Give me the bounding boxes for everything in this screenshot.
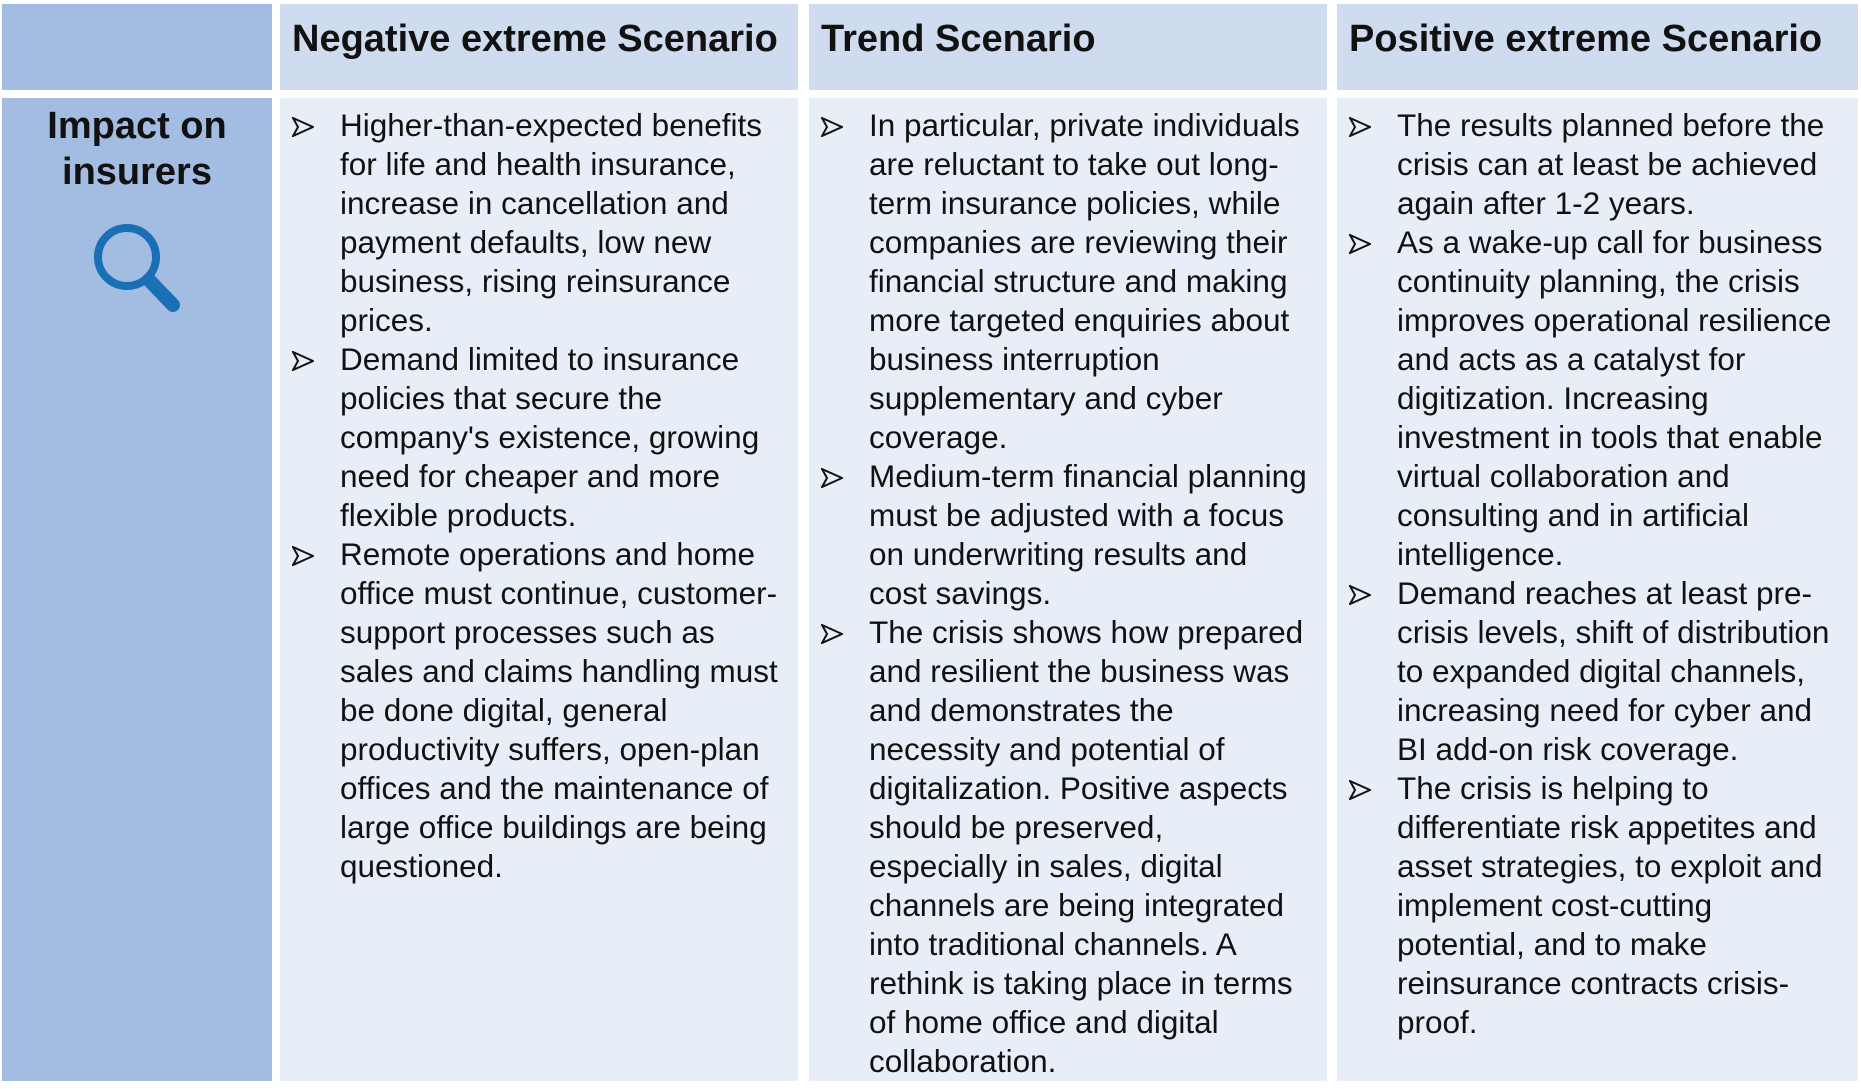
bullet-text: The results planned before the crisis can at least be achieved again after 1-2 years. [1397, 107, 1825, 221]
arrowhead-bullet-icon [292, 351, 314, 371]
bullet-text: In particular, private individuals are reluctant to take out long- term insurance policies, while companies are reviewing their financial structure and making more targeted enquiries about business interruption supplementary and cyber coverage. [869, 107, 1300, 455]
row-label [2, 103, 272, 195]
arrowhead-bullet-icon [821, 624, 843, 644]
positive-bullet-list [1337, 106, 1858, 1042]
negative-bullet-list [280, 106, 798, 886]
bullet-item [1337, 769, 1858, 1042]
header-positive-scenario: Positive extreme Scenario [1337, 4, 1858, 90]
table-corner-cell [2, 4, 272, 90]
magnifying-glass-icon [87, 219, 187, 319]
bullet-text: Demand reaches at least pre- crisis levels, shift of distribution to expanded digital channels, increasing need for cyber and BI add-on risk coverage. [1397, 575, 1830, 767]
arrowhead-bullet-icon [1349, 117, 1371, 137]
trend-scenario-cell [809, 98, 1327, 1081]
bullet-item [1337, 106, 1858, 223]
bullet-item [1337, 574, 1858, 769]
arrowhead-bullet-icon [821, 117, 843, 137]
negative-scenario-cell [280, 98, 798, 1081]
bullet-text: The crisis is helping to differentiate risk appetites and asset strategies, to exploit and implement cost-cutting potential, and to make reinsurance contracts crisis- proof. [1397, 770, 1823, 1040]
trend-bullet-list [809, 106, 1327, 1081]
arrowhead-bullet-icon [1349, 234, 1371, 254]
positive-scenario-cell [1337, 98, 1858, 1081]
bullet-text: Demand limited to insurance policies that secure the company's existence, growing need for cheaper and more flexible products. [340, 341, 760, 533]
bullet-text: Medium-term financial planning must be adjusted with a focus on underwriting results and cost savings. [869, 458, 1307, 611]
arrowhead-bullet-icon [292, 546, 314, 566]
bullet-item [809, 613, 1327, 1081]
bullet-text: As a wake-up call for business continuity planning, the crisis improves operational resilience and acts as a catalyst for digitization. Increasing investment in tools that enable virtual collaboration and consulting and in artificial intelligence. [1397, 224, 1832, 572]
bullet-item [280, 535, 798, 886]
bullet-item [280, 106, 798, 340]
arrowhead-bullet-icon [1349, 780, 1371, 800]
arrowhead-bullet-icon [292, 117, 314, 137]
bullet-text: Remote operations and home office must continue, customer- support processes such as sales and claims handling must be done digital, general productivity suffers, open-plan offices and the maintenance of large office buildings are being questioned. [340, 536, 778, 884]
bullet-item [1337, 223, 1858, 574]
bullet-item [280, 340, 798, 535]
bullet-text: Higher-than-expected benefits for life and health insurance, increase in cancellation and payment defaults, low new business, rising reinsurance prices. [340, 107, 763, 338]
header-trend-scenario: Trend Scenario [809, 4, 1327, 90]
bullet-item [809, 457, 1327, 613]
header-negative-scenario: Negative extreme Scenario [280, 4, 798, 90]
row-label-text: Impact on insurers [47, 105, 227, 193]
arrowhead-bullet-icon [1349, 585, 1371, 605]
bullet-text: The crisis shows how prepared and resilient the business was and demonstrates the necessity and potential of digitalization. Positive aspects should be preserved, especially in sales, digital channels are being integrated into traditional channels. A rethink is taking place in terms of home office and digital collaboration. [869, 614, 1304, 1079]
bullet-item [809, 106, 1327, 457]
arrowhead-bullet-icon [821, 468, 843, 488]
row-header-impact-on-insurers [2, 98, 272, 1081]
